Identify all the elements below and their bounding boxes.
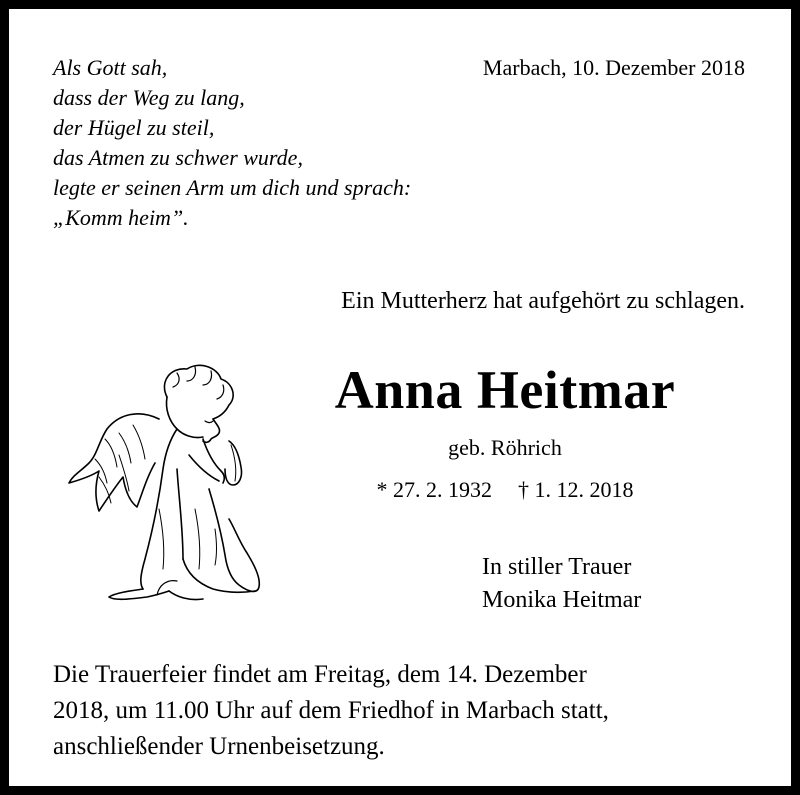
praying-angel-icon	[59, 359, 284, 619]
poem-line: das Atmen zu schwer wurde,	[53, 145, 303, 170]
notice-line: 2018, um 11.00 Uhr auf dem Friedhof in Marbach statt,	[53, 697, 609, 724]
poem-line: legte er seinen Arm um dich und sprach:	[53, 175, 412, 200]
memorial-poem	[53, 53, 411, 233]
poem-line: der Hügel zu steil,	[53, 115, 215, 140]
birth-date: * 27. 2. 1932	[376, 477, 492, 502]
funeral-notice	[53, 657, 609, 765]
poem-line: dass der Weg zu lang,	[53, 85, 245, 110]
intro-line: Ein Mutterherz hat aufgehört zu schlagen.	[341, 288, 745, 314]
mourners	[482, 551, 641, 617]
death-date: † 1. 12. 2018	[518, 477, 634, 502]
mourner-name: Monika Heitmar	[482, 587, 642, 613]
place-date: Marbach, 10. Dezember 2018	[482, 55, 745, 80]
birth-name: geb. Röhrich	[448, 435, 562, 460]
notice-line: Die Trauerfeier findet am Freitag, dem 14. Dezember	[53, 661, 587, 688]
mourning-phrase: In stiller Trauer	[482, 554, 632, 580]
poem-line: „Komm heim”.	[53, 205, 189, 230]
deceased-name: Anna Heitmar	[334, 360, 676, 420]
life-dates	[309, 475, 701, 505]
notice-line: anschließender Urnenbeisetzung.	[53, 733, 385, 760]
poem-line: Als Gott sah,	[53, 55, 168, 80]
